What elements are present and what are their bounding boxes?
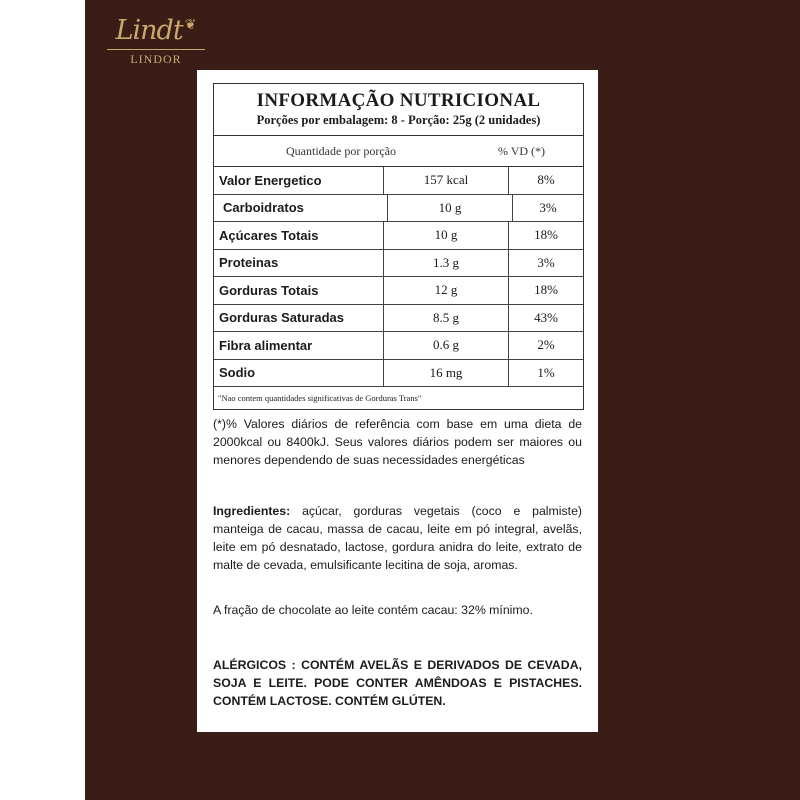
column-header-quantity: Quantidade por porção: [286, 143, 396, 158]
nutrient-name: Proteinas: [214, 250, 384, 277]
table-row: [214, 305, 583, 333]
table-body: [214, 167, 583, 387]
nutrient-quantity: 8.5 g: [384, 305, 509, 332]
nutrient-name: Fibra alimentar: [214, 332, 384, 359]
nutrient-name: Gorduras Saturadas: [214, 305, 384, 332]
brand-logo: [101, 16, 211, 67]
ingredients: [213, 502, 582, 574]
nutrient-name: Valor Energetico: [214, 167, 384, 194]
label-card: [197, 70, 598, 732]
table-header: [214, 136, 583, 167]
table-row: [214, 222, 583, 250]
nutrient-vd: 18%: [534, 282, 558, 298]
nutrient-quantity: 10 g: [384, 222, 509, 249]
table-row: [214, 277, 583, 305]
nutrient-quantity: 0.6 g: [384, 332, 509, 359]
table-row: [214, 167, 583, 195]
brand-name: Lindt: [115, 15, 183, 46]
daily-values-note: (*)% Valores diários de referência com base em uma dieta de 2000kcal ou 8400kJ. Seus valores diários podem ser maiores ou menores dependendo de suas necessidades energéticas: [213, 417, 582, 467]
trans-fat-note: "Nao contem quantidades significativas de Gorduras Trans": [218, 393, 422, 403]
nutrient-name: Açúcares Totais: [214, 222, 384, 249]
nutrient-quantity: 16 mg: [384, 360, 509, 387]
nutrient-vd: 18%: [534, 227, 558, 243]
nutrient-vd: 3%: [537, 254, 555, 270]
logo-divider: [107, 49, 205, 50]
tree-icon: ❦: [184, 16, 197, 32]
nutrient-vd: 8%: [537, 172, 555, 188]
nutrient-quantity: 10 g: [388, 195, 513, 222]
nutrient-vd: 43%: [534, 309, 558, 325]
nutrition-title: INFORMAÇÃO NUTRICIONAL: [256, 90, 541, 111]
table-row: [214, 250, 583, 278]
product-name: LINDOR: [130, 52, 182, 66]
nutrient-quantity: 1.3 g: [384, 250, 509, 277]
nutrient-vd: 1%: [537, 364, 555, 380]
nutrition-table: [213, 83, 584, 410]
serving-info: Porções por embalagem: 8 - Porção: 25g (2 unidades): [214, 113, 583, 136]
table-row: [214, 195, 583, 223]
nutrient-quantity: 12 g: [384, 277, 509, 304]
ingredients-heading: Ingredientes:: [213, 504, 291, 518]
table-row: [214, 360, 583, 387]
allergens-warning: ALÉRGICOS : CONTÉM AVELÃS E DERIVADOS DE CEVADA, SOJA E LEITE. PODE CONTER AMÊNDOAS E PISTACHES. CONTÉM LACTOSE. CONTÉM GLÚTEN.: [213, 658, 582, 708]
nutrient-vd: 3%: [539, 199, 557, 215]
nutrient-quantity: 157 kcal: [384, 167, 509, 194]
cocoa-fraction: A fração de chocolate ao leite contém cacau: 32% mínimo.: [213, 603, 533, 617]
table-row: [214, 332, 583, 360]
ingredients-text: açúcar, gorduras vegetais (coco e palmiste) manteiga de cacau, massa de cacau, leite em pó integral, avelãs, leite em pó desnatado, lactose, gordura anidra do leite, extrato de malte de cevada, emulsificante lecitina de soja, aromas.: [213, 504, 583, 572]
nutrient-name: Carboidratos: [214, 195, 388, 222]
nutrient-name: Sodio: [214, 360, 384, 387]
column-header-vd: % VD (*): [497, 143, 546, 158]
nutrient-vd: 2%: [537, 337, 555, 353]
nutrient-name: Gorduras Totais: [214, 277, 384, 304]
